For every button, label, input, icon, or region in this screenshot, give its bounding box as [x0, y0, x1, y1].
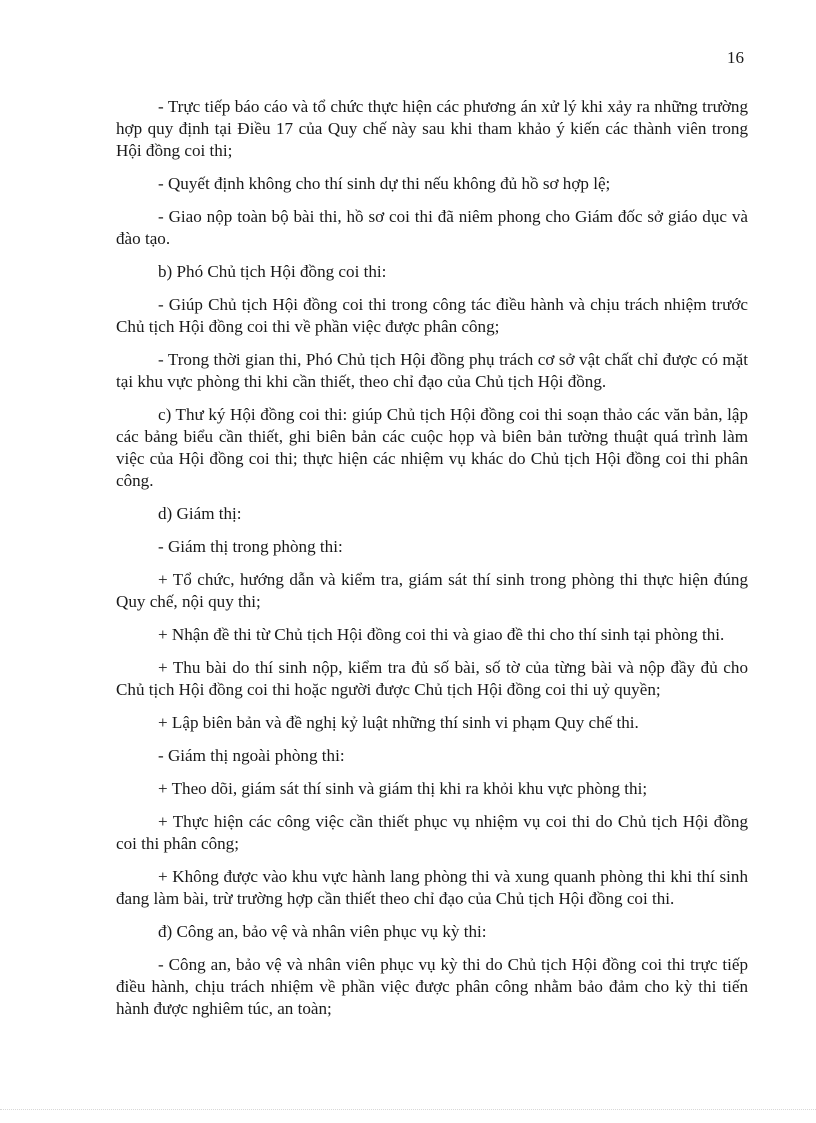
page-bottom-divider [0, 1109, 816, 1110]
paragraph: - Giám thị trong phòng thi: [158, 537, 343, 556]
paragraph: + Thu bài do thí sinh nộp, kiểm tra đủ số bài, số tờ của từng bài và nộp đầy đủ cho Chủ tịch Hội đồng coi thi hoặc người được Chủ tịch Hội đồng coi thi uỷ quyền; [116, 658, 748, 699]
section-heading-dd: đ) Công an, bảo vệ và nhân viên phục vụ kỳ thi: [158, 922, 487, 941]
paragraph: + Tổ chức, hướng dẫn và kiểm tra, giám sát thí sinh trong phòng thi thực hiện đúng Quy chế, nội quy thi; [116, 570, 748, 611]
paragraph: - Quyết định không cho thí sinh dự thi nếu không đủ hồ sơ hợp lệ; [158, 174, 611, 193]
page-body [116, 96, 748, 1031]
section-heading-c: c) Thư ký Hội đồng coi thi: giúp Chủ tịch Hội đồng coi thi soạn thảo các văn bản, lập các bảng biểu cần thiết, ghi biên bản các cuộc họp và biên bản tường thuật quá trình làm việc của Hội đồng coi thi; thực hiện các nhiệm vụ khác do Chủ tịch Hội đồng coi thi phân công. [116, 405, 748, 490]
paragraph: - Giám thị ngoài phòng thi: [158, 746, 345, 765]
paragraph: + Không được vào khu vực hành lang phòng thi và xung quanh phòng thi khi thí sinh đang làm bài, trừ trường hợp cần thiết theo chỉ đạo của Chủ tịch Hội đồng coi thi. [116, 867, 748, 908]
paragraph: + Theo dõi, giám sát thí sinh và giám thị khi ra khỏi khu vực phòng thi; [158, 779, 648, 798]
paragraph: - Công an, bảo vệ và nhân viên phục vụ kỳ thi do Chủ tịch Hội đồng coi thi trực tiếp điều hành, chịu trách nhiệm về phần việc được phân công nhằm bảo đảm cho kỳ thi tiến hành được nghiêm túc, an toàn; [116, 955, 748, 1018]
section-heading-d: d) Giám thị: [158, 504, 242, 523]
paragraph: - Giao nộp toàn bộ bài thi, hồ sơ coi thi đã niêm phong cho Giám đốc sở giáo dục và đào tạo. [116, 207, 748, 248]
paragraph: - Giúp Chủ tịch Hội đồng coi thi trong công tác điều hành và chịu trách nhiệm trước Chủ tịch Hội đồng coi thi về phần việc được phân công; [116, 295, 748, 336]
paragraph: - Trực tiếp báo cáo và tổ chức thực hiện các phương án xử lý khi xảy ra những trường hợp quy định tại Điều 17 của Quy chế này sau khi tham khảo ý kiến các thành viên trong Hội đồng coi thi; [116, 97, 748, 160]
paragraph: + Nhận đề thi từ Chủ tịch Hội đồng coi thi và giao đề thi cho thí sinh tại phòng thi. [158, 625, 725, 644]
paragraph: + Thực hiện các công việc cần thiết phục vụ nhiệm vụ coi thi do Chủ tịch Hội đồng coi thi phân công; [116, 812, 748, 853]
paragraph: + Lập biên bản và đề nghị kỷ luật những thí sinh vi phạm Quy chế thi. [158, 713, 639, 732]
page-number: 16 [727, 48, 744, 67]
paragraph: - Trong thời gian thi, Phó Chủ tịch Hội đồng phụ trách cơ sở vật chất chỉ được có mặt tại khu vực phòng thi khi cần thiết, theo chỉ đạo của Chủ tịch Hội đồng. [116, 350, 748, 391]
section-heading-b: b) Phó Chủ tịch Hội đồng coi thi: [158, 262, 387, 281]
